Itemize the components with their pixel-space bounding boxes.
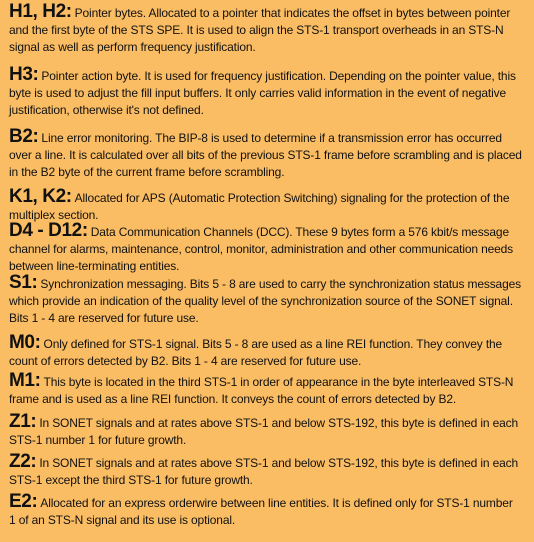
- entry-d4-d12: [9, 222, 522, 274]
- entry-h3: [9, 66, 522, 128]
- entry-b2: [9, 128, 522, 188]
- entry-z2: [9, 453, 522, 493]
- definition-h3: Pointer action byte. It is used for frequency justification. Depending on the pointer value, this byte is used to adjust the fill input buffers. It only carries valid information in the event of negative justification, otherwise it's not defined.: [9, 69, 516, 118]
- definition-s1: Synchronization messaging. Bits 5 - 8 are used to carry the synchronization status messages which provide an indication of the quality level of the synchronization source of the SONET signal. Bits 1 - 4 are reserved for future use.: [9, 277, 521, 326]
- term-z1: Z1:: [9, 411, 37, 432]
- entry-s1: [9, 274, 522, 334]
- definition-h1-h2: Pointer bytes. Allocated to a pointer that indicates the offset in bytes between pointer and the first byte of the STS SPE. It is used to align the STS-1 transport overheads in an STS-N signal as well as perform frequency justification.: [9, 6, 511, 55]
- term-d4-d12: D4 - D12:: [9, 220, 88, 241]
- entry-z1: [9, 413, 522, 453]
- definition-m0: Only defined for STS-1 signal. Bits 5 - 8 are used as a line REI function. They convey the count of errors detected by B2. Bits 1 - 4 are reserved for future use.: [9, 337, 503, 369]
- entry-e2: [9, 493, 522, 533]
- term-e2: E2:: [9, 491, 38, 512]
- definition-d4-d12: Data Communication Channels (DCC). These 9 bytes form a 576 kbit/s message channel for alarms, maintenance, control, monitor, administration and other communication needs between line-terminating entities.: [9, 225, 514, 274]
- term-m0: M0:: [9, 332, 41, 353]
- entry-m1: [9, 372, 522, 413]
- term-s1: S1:: [9, 272, 38, 293]
- term-z2: Z2:: [9, 451, 37, 472]
- term-m1: M1:: [9, 370, 41, 391]
- term-h3: H3:: [9, 64, 39, 85]
- term-h1-h2: H1, H2:: [9, 1, 72, 22]
- definition-z1: In SONET signals and at rates above STS-1 and below STS-192, this byte is defined in each STS-1 number 1 for future growth.: [9, 416, 519, 448]
- term-b2: B2:: [9, 126, 39, 147]
- definition-b2: Line error monitoring. The BIP-8 is used to determine if a transmission error has occurred over a line. It is calculated over all bits of the previous STS-1 frame before scrambling and is placed in the B2 byte of the current frame before scrambling.: [9, 131, 522, 180]
- definition-k1-k2: Allocated for APS (Automatic Protection Switching) signaling for the protection of the multiplex section.: [9, 191, 510, 223]
- definition-z2: In SONET signals and at rates above STS-1 and below STS-192, this byte is defined in each STS-1 except the third STS-1 for future growth.: [9, 456, 519, 488]
- definition-m1: This byte is located in the third STS-1 in order of appearance in the byte interleaved STS-N frame and is used as a line REI function. It conveys the count of errors detected by B2.: [9, 375, 514, 407]
- entry-m0: [9, 334, 522, 372]
- definition-e2: Allocated for an express orderwire between line entities. It is defined only for STS-1 number 1 of an STS-N signal and its use is optional.: [9, 496, 513, 528]
- term-k1-k2: K1, K2:: [9, 186, 72, 207]
- entry-k1-k2: [9, 188, 522, 222]
- entry-h1-h2: [9, 3, 522, 66]
